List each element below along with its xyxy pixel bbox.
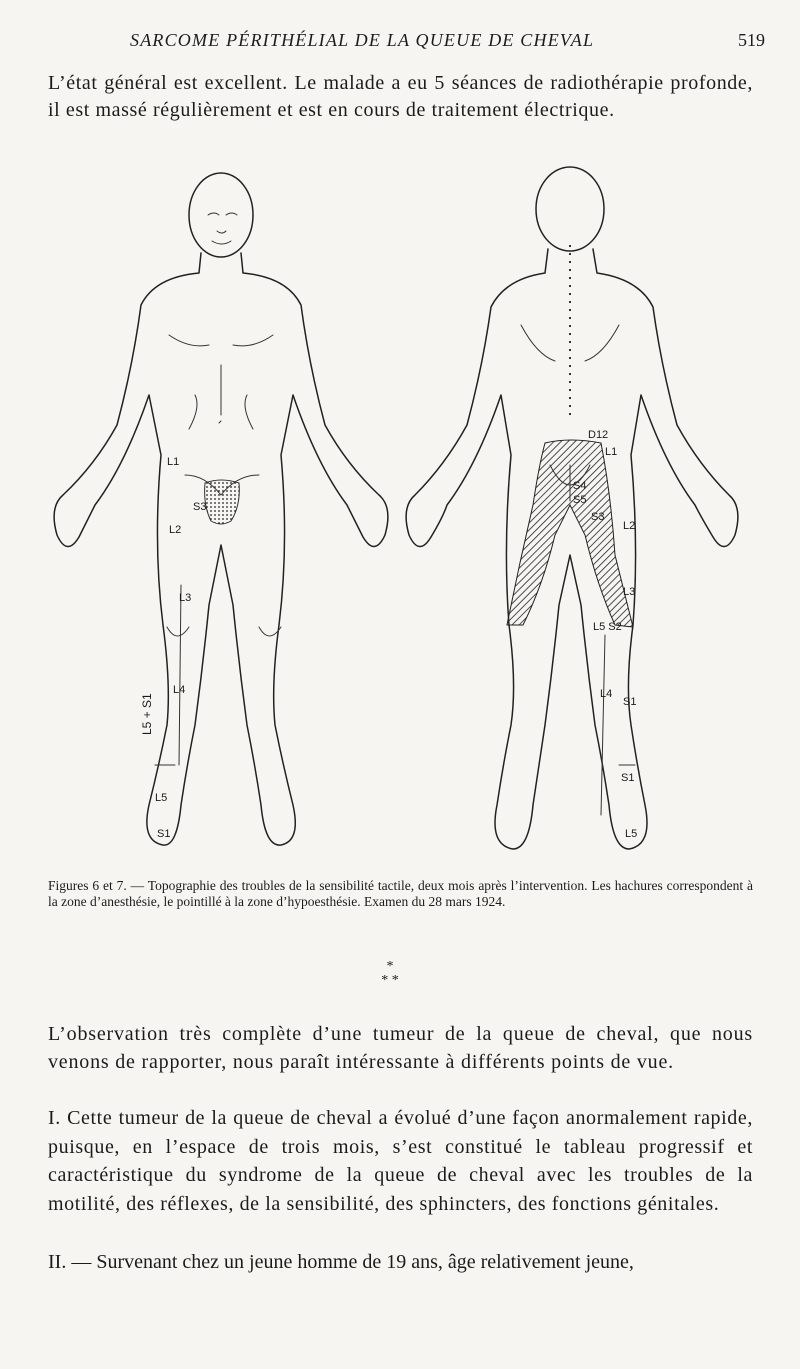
back-label-d12: D12 (588, 429, 609, 441)
figures-6-7 (45, 165, 755, 865)
front-label-s3: S3 (193, 501, 207, 513)
front-label-l2: L2 (169, 524, 182, 536)
separator-bottom-stars: * * (381, 973, 399, 988)
back-label-s5: S5 (573, 494, 587, 506)
front-hypoesthesia-zone (205, 480, 240, 524)
figure-caption: Figures 6 et 7. — Topographie des troubles de la sensibilité tactile, deux mois après l’intervention. Les hachures correspondent à la zone d’anesthésie, le pointillé à la zone d’hypoesthésie. Examen du 28 mars 1924. (48, 878, 753, 909)
intro-paragraph: L’état général est excellent. Le malade a eu 5 séances de radiothérapie profonde, il est massé régulièrement et est en cours de traitement électrique. (48, 72, 753, 121)
back-body-figure (406, 167, 738, 849)
front-label-l5s1: L5 + S1 (140, 693, 154, 735)
page-number: 519 (738, 30, 765, 50)
running-header (130, 30, 765, 60)
paragraph-II: II. — Survenant chez un jeune homme de 19 ans, âge relativement jeune, (48, 1251, 634, 1273)
front-face (208, 213, 237, 244)
front-knees (167, 627, 281, 636)
back-label-l5: L5 (625, 828, 638, 840)
back-label-l3: L3 (623, 586, 636, 598)
front-label-l5: L5 (155, 792, 168, 804)
back-label-l2: L2 (623, 520, 636, 532)
back-head (536, 167, 604, 251)
back-body-outline (406, 249, 738, 849)
back-label-s4: S4 (573, 480, 587, 492)
front-label-l4: L4 (173, 684, 186, 696)
back-label-l4: L4 (600, 688, 613, 700)
running-title: SARCOME PÉRITHÉLIAL DE LA QUEUE DE CHEVAL (130, 30, 595, 50)
back-label-s1-foot: S1 (621, 772, 635, 784)
front-body-outline (54, 253, 388, 845)
body-diagrams (45, 165, 755, 865)
section-separator (360, 960, 420, 1000)
back-label-l5s2: L5 S2 (593, 621, 622, 633)
front-label-s1: S1 (157, 828, 171, 840)
front-label-l3: L3 (179, 592, 192, 604)
separator-top-star: * (386, 959, 394, 974)
front-torso-lines (169, 335, 273, 429)
back-label-s3: S3 (591, 511, 605, 523)
front-label-l1: L1 (167, 456, 180, 468)
back-label-s1: S1 (623, 696, 637, 708)
front-body-figure (54, 173, 388, 845)
paragraph-I: I. Cette tumeur de la queue de cheval a évolué d’une façon anormalement rapide, puisque, en l’espace de trois mois, s’est constitué le tableau progressif et caractéristique du syndrome de la queue de cheval avec les troubles de la motilité, des réflexes, de la sensibilité, des sphincters, des fonctions génitales. (48, 1107, 753, 1215)
paragraph-observation: L’observation très complète d’une tumeur de la queue de cheval, que nous venons de rapporter, nous paraît intéressante à différents points de vue. (48, 1023, 753, 1073)
back-label-l1: L1 (605, 446, 618, 458)
